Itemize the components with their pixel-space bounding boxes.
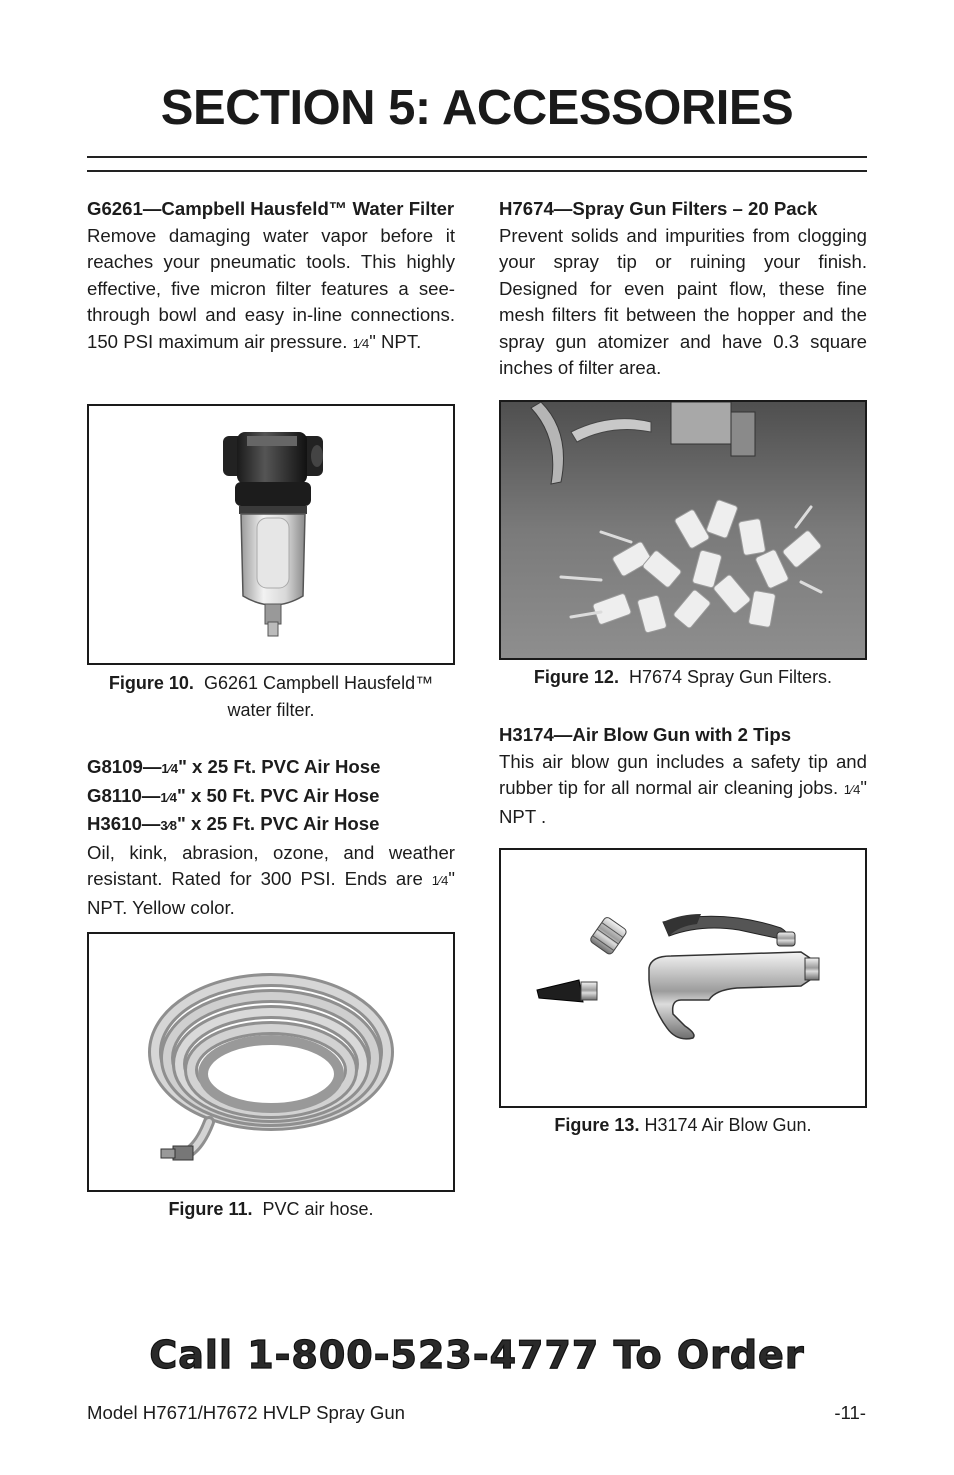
air-hose-description (87, 754, 455, 921)
title-rule-top (87, 156, 867, 158)
air-hose-body: Oil, kink, abrasion, ozone, and weather resistant. Rated for 300 PSI. Ends are 1⁄4" NPT. Yellow color. (87, 841, 455, 918)
figure-11-caption: Figure 11. PVC air hose. (168, 1199, 374, 1219)
air-hose-heading-3: H3610—3⁄8" x 25 Ft. PVC Air Hose (87, 813, 380, 834)
water-filter-description (87, 196, 455, 357)
air-blow-gun-heading: H3174—Air Blow Gun with 2 Tips (499, 724, 792, 745)
title-rule-bottom (87, 170, 867, 172)
spray-gun-filters-body: Prevent solids and impurities from clogging your spray tip or ruining your finish. Designed for even paint flow, these fine mesh filters fit between the hopper and the spray gun atomizer and have 0.3 square inches of filter area. (499, 224, 867, 378)
figure-11-air-hose-image (87, 932, 455, 1192)
figure-11-label: Figure 11. (168, 1199, 253, 1219)
air-blow-gun-body: This air blow gun includes a safety tip and rubber tip for all normal air cleaning jobs. 1⁄4" NPT . (499, 750, 868, 827)
order-phone-banner: Call 1-800-523-4777 To Order (149, 1333, 805, 1377)
spray-gun-filters-heading: H7674—Spray Gun Filters – 20 Pack (499, 198, 818, 219)
water-filter-heading: G6261—Campbell Hausfeld™ Water Filter (87, 198, 455, 219)
water-filter-body: Remove damaging water vapor before it reaches your pneumatic tools. This highly effective, five micron filter features a see-through bowl and easy in-line connections. 150 PSI maximum air pressure. 1⁄4" NPT. (87, 224, 455, 352)
figure-12-caption: Figure 12. H7674 Spray Gun Filters. (533, 667, 833, 687)
footer-page-number: -11- (834, 1402, 866, 1423)
figure-13-air-blow-gun-image (499, 848, 867, 1108)
air-hose-heading-1: G8109—1⁄4" x 25 Ft. PVC Air Hose (87, 756, 381, 777)
footer-model: Model H7671/H7672 HVLP Spray Gun (87, 1402, 406, 1423)
page-title: SECTION 5: ACCESSORIES (160, 81, 794, 135)
air-hose-heading-2: G8110—1⁄4" x 50 Ft. PVC Air Hose (87, 784, 380, 806)
air-blow-gun-illustration (501, 850, 865, 1106)
water-filter-illustration (89, 406, 453, 663)
spray-gun-filters-description (499, 196, 867, 382)
air-hose-illustration (89, 934, 453, 1190)
spray-gun-filters-photo (501, 402, 865, 658)
figure-13-caption: Figure 13. H3174 Air Blow Gun. (554, 1115, 812, 1135)
figure-10-label: Figure 10. (108, 673, 194, 693)
figure-10-water-filter-image (87, 404, 455, 665)
figure-12-spray-gun-filters-image (499, 400, 867, 660)
figure-12-label: Figure 12. (533, 667, 619, 687)
figure-10-caption: Figure 10. G6261 Campbell Hausfeld™ water filter. (108, 673, 434, 720)
air-blow-gun-description (499, 722, 867, 830)
figure-13-label: Figure 13. (554, 1115, 640, 1135)
